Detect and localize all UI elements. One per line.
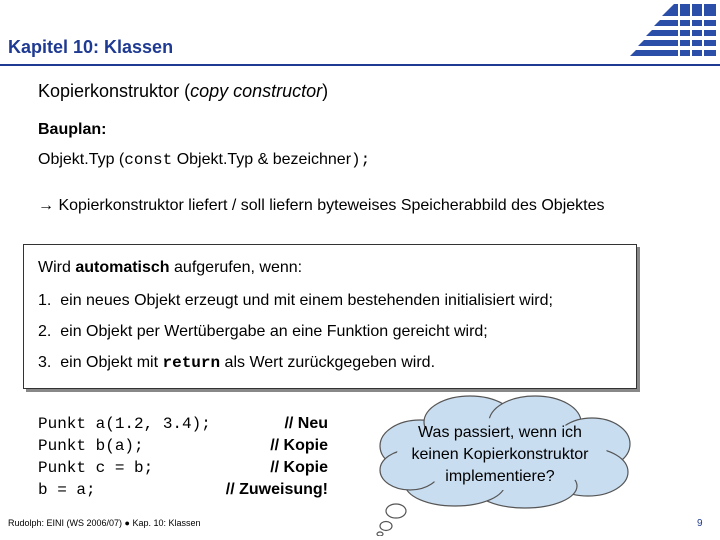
code-text: Punkt b(a); xyxy=(38,437,144,455)
code-text: Punkt c = b; xyxy=(38,459,154,477)
box-head-pre: Wird xyxy=(38,259,76,276)
university-logo-icon xyxy=(618,4,716,62)
list-item-text-pre: ein Objekt mit xyxy=(60,354,163,371)
box-heading xyxy=(38,259,302,277)
list-item xyxy=(38,354,435,372)
syntax-keyword: const xyxy=(124,151,173,169)
list-item xyxy=(38,292,553,310)
auto-call-box xyxy=(23,244,637,389)
page-number: 9 xyxy=(697,518,703,529)
syntax-end: ); xyxy=(351,151,371,169)
title-italic: copy constructor xyxy=(190,81,323,101)
cloud-line: Was passiert, wenn ich xyxy=(418,424,582,441)
cloud-line: implementiere? xyxy=(445,468,555,485)
code-comment: // Zuweisung! xyxy=(225,481,328,498)
syntax-part1: Objekt.Typ ( xyxy=(38,151,125,168)
code-row xyxy=(38,437,328,459)
list-item xyxy=(38,323,488,341)
title-end: ) xyxy=(322,81,329,101)
list-item-num: 2. xyxy=(38,323,52,340)
list-item-num: 1. xyxy=(38,292,52,309)
title-main: Kopierkonstruktor ( xyxy=(38,81,191,101)
code-comment: // Kopie xyxy=(270,459,328,476)
syntax-line xyxy=(38,151,370,169)
box-head-post: aufgerufen, wenn: xyxy=(169,259,303,276)
cloud-text xyxy=(385,422,615,488)
list-item-text: ein neues Objekt erzeugt und mit einem bestehenden initialisiert wird; xyxy=(60,292,553,309)
code-row xyxy=(38,459,328,481)
header-divider xyxy=(0,64,720,66)
bauplan-label: Bauplan: xyxy=(38,121,107,138)
code-row xyxy=(38,415,328,437)
cloud-line: keinen Kopierkonstruktor xyxy=(411,446,589,463)
code-text: b = a; xyxy=(38,481,96,499)
code-comment: // Neu xyxy=(284,415,328,432)
arrow-line: → Kopierkonstruktor liefert / soll liefern byteweises Speicherabbild des Objektes xyxy=(38,197,605,214)
slide-title xyxy=(38,81,328,102)
list-item-num: 3. xyxy=(38,354,52,371)
list-item-text: ein Objekt per Wertübergabe an eine Funktion gereicht wird; xyxy=(60,323,488,340)
box-head-bold: automatisch xyxy=(75,259,170,276)
footer-text: Rudolph: EINI (WS 2006/07) ● Kap. 10: Klassen xyxy=(8,518,201,528)
list-item-text-post: als Wert zurückgegeben wird. xyxy=(220,354,436,371)
syntax-part2: Objekt.Typ & bezeichner xyxy=(172,151,352,168)
code-block xyxy=(38,415,328,503)
code-text: Punkt a(1.2, 3.4); xyxy=(38,415,211,433)
header-title: Kapitel 10: Klassen xyxy=(8,37,174,57)
code-row xyxy=(38,481,328,503)
return-keyword: return xyxy=(162,354,221,372)
code-comment: // Kopie xyxy=(270,437,328,454)
